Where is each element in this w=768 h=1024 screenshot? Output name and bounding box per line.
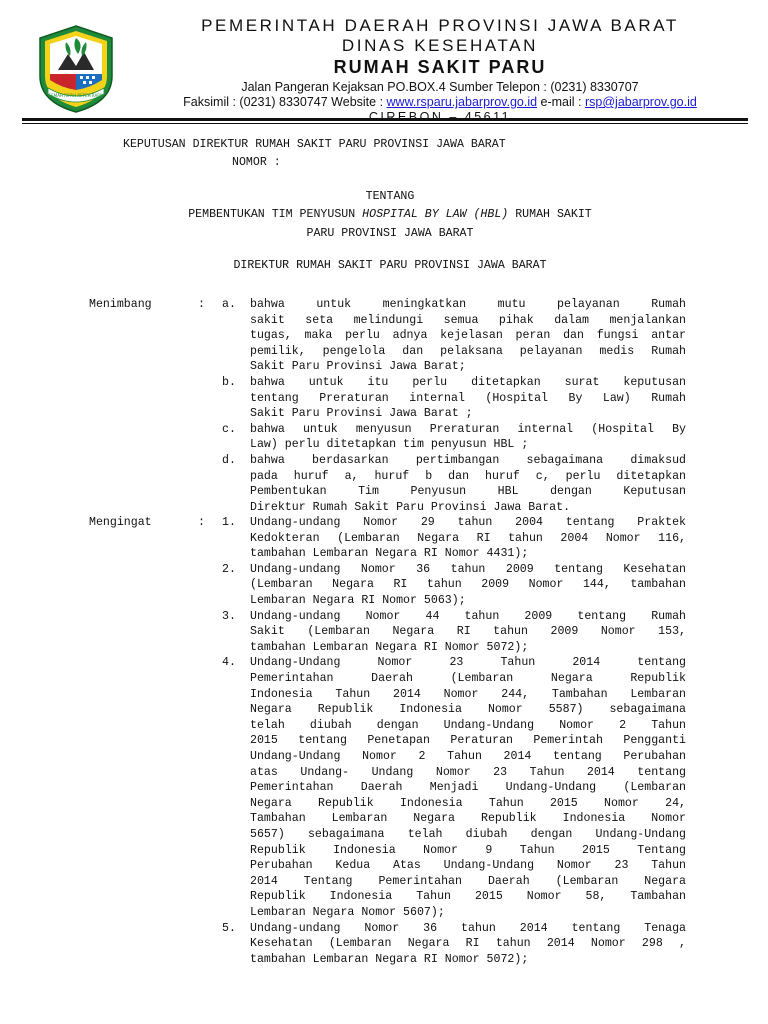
subject-text: PEMBENTUKAN TIM PENYUSUN [188, 208, 363, 221]
mengingat-item-line: tambahan Lembaran Negara RI Nomor 5072); [250, 640, 529, 654]
subject-text-end: RUMAH SAKIT [508, 208, 592, 221]
menimbang-item-line: sakit seta melindungi semua pihak dalam menjalankan [250, 313, 686, 327]
mengingat-item [250, 921, 686, 968]
mengingat-item-line: tambahan Lembaran Negara RI Nomor 5072); [250, 952, 529, 966]
mengingat-item-line: Lembaran Negara RI Nomor 5063); [250, 593, 466, 607]
mengingat-item-line: Undang-undang Nomor 36 tahun 2014 tentang Tenaga [250, 921, 686, 935]
menimbang-item-line: bahwa untuk itu perlu ditetapkan surat keputusan [250, 376, 686, 389]
mengingat-item-marker: 1. [222, 516, 236, 529]
letterhead-government: PEMERINTAH DAERAH PROVINSI JAWA BARAT [201, 16, 679, 35]
mengingat-item-line: atas Undang- Undang Nomor 23 Tahun 2014 tentang [250, 765, 686, 779]
mengingat-item-line: Negara Republik Indonesia Nomor 5587) sebagaimana [250, 703, 686, 717]
menimbang-item-line: pemilik, pengelola dan pelaksana pelayanan medis Rumah [250, 344, 686, 358]
menimbang-item-line: bahwa untuk meningkatkan mutu pelayanan Rumah [250, 298, 686, 311]
mengingat-item-line: Undang-undang Nomor 36 tahun 2009 tentang Kesehatan [250, 562, 686, 576]
subject-line-2: PARU PROVINSI JAWA BARAT [306, 227, 474, 240]
mengingat-item [250, 562, 686, 609]
mengingat-item-line: Kesehatan (Lembaran Negara RI tahun 2014 Nomor 298 , [250, 937, 686, 951]
menimbang-item [250, 297, 686, 375]
mengingat-item-line: Kedokteran (Lembaran Negara RI tahun 2004 Nomor 116, [250, 531, 686, 545]
menimbang-item-line: Direktur Rumah Sakit Paru Provinsi Jawa Barat. [250, 500, 571, 514]
mengingat-item-line: Undang-Undang Nomor 2 Tahun 2014 tentang Perubahan [250, 749, 686, 763]
menimbang-item-line: Sakit Paru Provinsi Jawa Barat ; [250, 407, 473, 421]
menimbang-item-line: tentang Preraturan internal (Hospital By Law) Rumah [250, 391, 686, 405]
menimbang-item-line: tugas, maka perlu adnya kejelasan peran dan fungsi antar [250, 329, 686, 343]
mengingat-item [250, 515, 686, 562]
mengingat-item-line: 2014 Tentang Pemerintahan Daerah (Lembaran Negara [250, 874, 686, 888]
mengingat-item-marker: 2. [222, 562, 236, 576]
menimbang-item [250, 453, 686, 515]
letterhead-address: Jalan Pangeran Kejaksan PO.BOX.4 Sumber Telepon : (0231) 8330707 [241, 80, 639, 94]
mengingat-item-line: Indonesia Tahun 2014 Nomor 244, Tambahan Lembaran [250, 687, 686, 701]
menimbang-colon: : [198, 298, 205, 311]
menimbang-item-marker: b. [222, 376, 236, 389]
menimbang-item [250, 422, 686, 453]
mengingat-label: Mengingat [89, 516, 152, 529]
mengingat-item-marker: 3. [222, 609, 236, 623]
menimbang-item-marker: d. [222, 454, 236, 467]
email-label: e-mail : [537, 95, 585, 109]
menimbang-label: Menimbang [89, 298, 152, 311]
mengingat-colon: : [198, 516, 205, 529]
menimbang-item-marker: c. [222, 422, 236, 436]
decree-title: KEPUTUSAN DIREKTUR RUMAH SAKIT PARU PROVINSI JAWA BARAT [123, 138, 506, 151]
email-link[interactable]: rsp@jabarprov.go.id [584, 95, 697, 109]
mengingat-item-line: Undang-Undang Nomor 23 Tahun 2014 tentang [250, 656, 686, 670]
mengingat-item-marker: 5. [222, 921, 236, 935]
letterhead-thin-rule [22, 123, 748, 124]
subject-line-1 [60, 207, 720, 223]
mengingat-item-line: Undang-undang Nomor 44 tahun 2009 tentang Rumah [250, 609, 686, 623]
menimbang-item-line: Law) perlu ditetapkan tim penyusun HBL ; [250, 438, 529, 452]
menimbang-item-line: bahwa untuk menyusun Preraturan internal (Hospital By [250, 422, 686, 436]
website-link[interactable]: www.rsparu.jabarprov.go.id [386, 95, 538, 109]
mengingat-item-marker: 4. [222, 656, 236, 670]
mengingat-item [250, 609, 686, 656]
west-java-emblem-logo [36, 24, 116, 114]
menimbang-item-line: Pembentukan Tim Penyusun HBL dengan Keputusan [250, 485, 686, 499]
issuer-heading: DIREKTUR RUMAH SAKIT PARU PROVINSI JAWA BARAT [233, 259, 547, 272]
menimbang-item [250, 375, 686, 422]
mengingat-item [250, 655, 686, 920]
logo-motto: GEMAH RIPAH REPEH RAPIH [48, 93, 104, 98]
mengingat-item-line: 2015 tentang Penetapan Peraturan Pemerintah Pengganti [250, 734, 686, 748]
menimbang-item-line: pada huruf a, huruf b dan huruf c, perlu ditetapkan [250, 469, 686, 483]
mengingat-item-line: Perubahan Kedua Atas Undang-Undang Nomor 23 Tahun [250, 859, 686, 873]
mengingat-item-line: Negara Republik Indonesia Tahun 2015 Nomor 24, [250, 796, 686, 810]
mengingat-item-line: Tambahan Lembaran Negara Republik Indonesia Nomor [250, 812, 686, 826]
letterhead-agency: DINAS KESEHATAN [341, 36, 539, 55]
mengingat-item-line: Lembaran Negara Nomor 5607); [250, 905, 445, 919]
letterhead-city: CIREBON – 45611 [368, 110, 512, 124]
letterhead-contact [140, 95, 740, 110]
mengingat-item-line: Republik Indonesia Nomor 9 Tahun 2015 Tentang [250, 843, 686, 857]
letterhead [140, 16, 740, 125]
mengingat-item-line: Undang-undang Nomor 29 tahun 2004 tentang Praktek [250, 516, 686, 529]
decree-number: NOMOR : [232, 156, 281, 169]
fax-text: Faksimil : (0231) 8330747 Website : [183, 95, 387, 109]
tentang-heading: TENTANG [365, 190, 415, 203]
mengingat-item-line: Pemerintahan Daerah Menjadi Undang-Undang (Lembaran [250, 781, 686, 795]
mengingat-item-line: telah diubah dengan Undang-Undang Nomor 2 Tahun [250, 718, 686, 732]
letterhead-thick-rule [22, 118, 748, 121]
letterhead-hospital-name: RUMAH SAKIT PARU [333, 57, 547, 77]
mengingat-item-line: Republik Indonesia Tahun 2015 Nomor 58, Tambahan [250, 890, 686, 904]
subject-italic: HOSPITAL BY LAW (HBL) [362, 208, 509, 221]
mengingat-item-line: 5657) sebagaimana telah diubah dengan Undang-Undang [250, 827, 686, 841]
menimbang-item-marker: a. [222, 298, 236, 311]
mengingat-item-line: Pemerintahan Daerah (Lembaran Negara Republik [250, 671, 686, 685]
mengingat-item-line: Sakit (Lembaran Negara RI tahun 2009 Nomor 153, [250, 625, 686, 639]
menimbang-item-line: bahwa berdasarkan pertimbangan sebagaimana dimaksud [250, 454, 686, 467]
menimbang-item-line: Sakit Paru Provinsi Jawa Barat; [250, 360, 466, 374]
mengingat-item-line: (Lembaran Negara RI tahun 2009 Nomor 144, tambahan [250, 578, 686, 592]
mengingat-item-line: tambahan Lembaran Negara RI Nomor 4431); [250, 547, 529, 561]
